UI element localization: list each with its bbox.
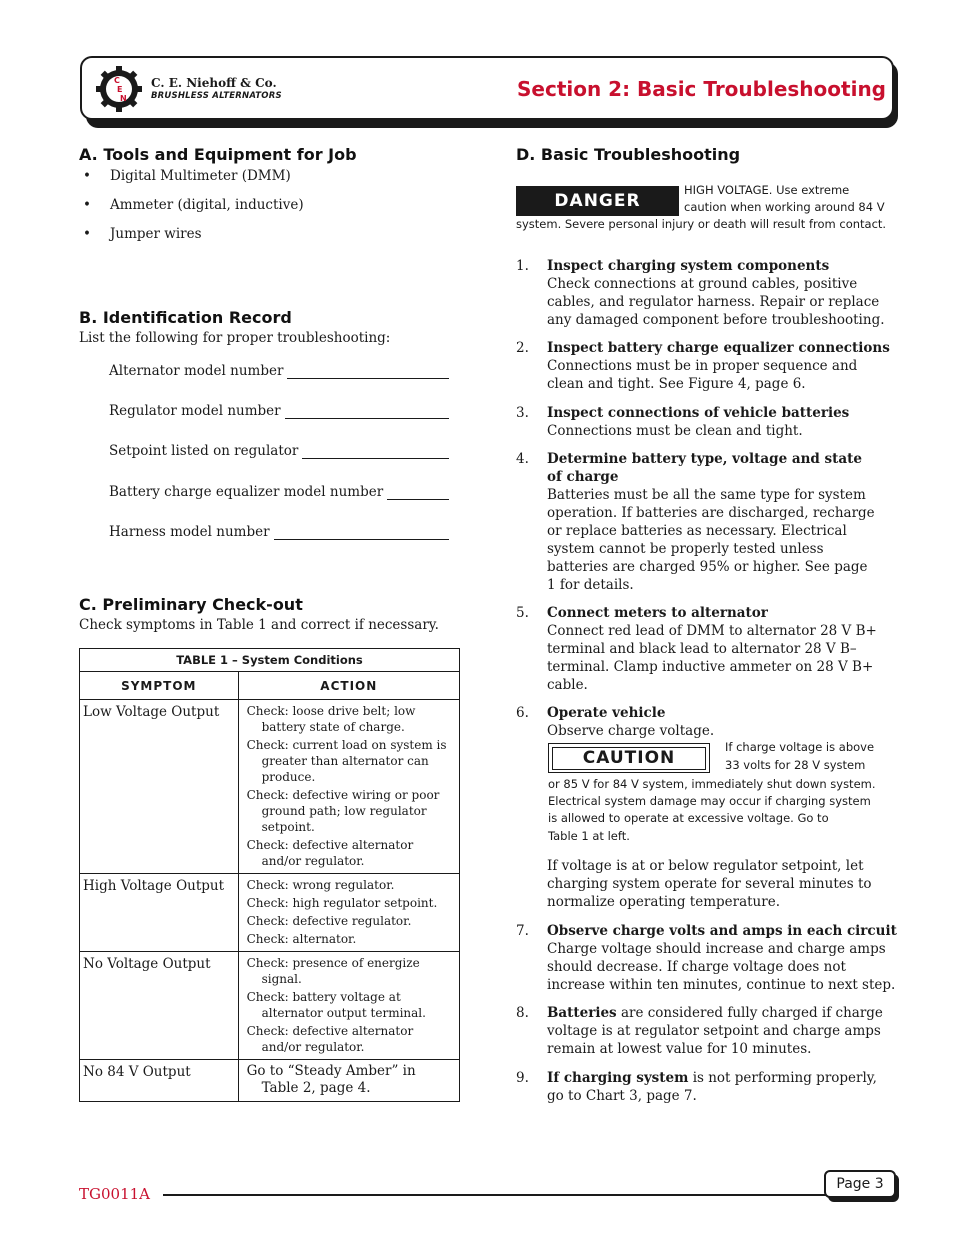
step-number: 4. — [516, 451, 529, 467]
action-item: Check: defective wiring or poor ground path; low regulator setpoint. — [246, 788, 440, 834]
symptom-cell: High Voltage Output — [80, 874, 239, 952]
step-number: 8. — [516, 1005, 529, 1021]
logo-letter-e: E — [117, 85, 123, 94]
caution-text-line-1: If charge voltage is above — [725, 740, 875, 754]
record-field-label: Harness model number — [109, 524, 270, 540]
symptom-cell: No 84 V Output — [80, 1060, 239, 1102]
step-6-followup: If voltage is at or below regulator setpoint, let charging system operate for several minutes to normalize operating temperature. — [547, 858, 872, 910]
section-title: Section 2: Basic Troubleshooting — [517, 77, 886, 101]
section-a-heading: A. Tools and Equipment for Job — [79, 145, 357, 164]
step-text: is not performing properly, go to Chart 3, page 7. — [547, 1070, 877, 1104]
step-number: 5. — [516, 605, 529, 621]
section-b-heading: B. Identification Record — [79, 308, 292, 327]
record-field[interactable] — [109, 484, 449, 500]
action-item: Check: defective alternator and/or regulator. — [246, 1024, 414, 1054]
caution-label: CAUTION — [552, 747, 706, 770]
column-header-action: ACTION — [238, 672, 459, 700]
action-item: Check: high regulator setpoint. — [246, 896, 438, 910]
step-item — [516, 604, 896, 694]
table-row — [80, 952, 460, 1060]
step-title: Inspect charging system components — [547, 258, 830, 274]
table-row — [80, 700, 460, 874]
step-number: 3. — [516, 405, 529, 421]
step-number: 7. — [516, 923, 529, 939]
action-cell — [238, 952, 459, 1060]
danger-text-line-3: system. Severe personal injury or death will result from contact. — [516, 217, 887, 231]
table-caption: TABLE 1 – System Conditions — [80, 649, 460, 672]
danger-label: DANGER — [516, 186, 679, 216]
action-item: Go to “Steady Amber” in Table 2, page 4. — [246, 1063, 416, 1096]
step-item — [516, 339, 896, 393]
action-item: Check: defective alternator and/or regulator. — [246, 838, 414, 868]
action-item: Check: battery voltage at alternator output terminal. — [246, 990, 426, 1020]
step-text: Check connections at ground cables, positive cables, and regulator harness. Repair or replace any damaged component before troubleshooting. — [547, 276, 885, 328]
step-item — [516, 1004, 896, 1058]
tools-list — [80, 168, 304, 255]
step-title: Determine battery type, voltage and state of charge — [547, 451, 862, 485]
caution-text-line-5: is allowed to operate at excessive voltage. Go to — [548, 811, 829, 825]
step-title: Batteries — [547, 1005, 617, 1021]
step-number: 2. — [516, 340, 529, 356]
table-row — [80, 1060, 460, 1102]
company-tagline: BRUSHLESS ALTERNATORS — [151, 91, 282, 101]
company-name: C. E. Niehoff & Co. — [151, 76, 277, 90]
caution-text-line-2: 33 volts for 28 V system — [725, 758, 866, 772]
record-field[interactable] — [109, 363, 449, 379]
step-item — [516, 404, 896, 440]
blank-line — [302, 444, 449, 459]
step-text: Observe charge voltage. — [547, 723, 715, 739]
caution-text-line-3: or 85 V for 84 V system, immediately shut down system. — [548, 777, 876, 791]
action-item: Check: current load on system is greater than alternator can produce. — [246, 738, 447, 784]
column-header-symptom: SYMPTOM — [80, 672, 239, 700]
record-field[interactable] — [109, 524, 449, 540]
blank-line — [285, 404, 449, 419]
action-item: Check: alternator. — [246, 932, 357, 946]
step-title: Observe charge volts and amps in each circuit — [547, 923, 897, 939]
section-d-heading: D. Basic Troubleshooting — [516, 145, 741, 164]
section-c-intro: Check symptoms in Table 1 and correct if necessary. — [79, 617, 439, 633]
action-item: Check: presence of energize signal. — [246, 956, 420, 986]
step-text: are considered fully charged if charge voltage is at regulator setpoint and charge amps remain at lowest value for 10 minutes. — [547, 1005, 883, 1057]
table-row — [80, 874, 460, 952]
step-number: 6. — [516, 705, 529, 721]
step-item — [516, 1069, 896, 1105]
step-title: Connect meters to alternator — [547, 605, 768, 621]
step-text: Batteries must be all the same type for system operation. If batteries are discharged, recharge or replace batteries as necessary. Electrical system cannot be properly tested unless batteries are charged 95% or higher. See page 1 for details. — [547, 487, 875, 593]
record-field[interactable] — [109, 403, 449, 419]
action-item: Check: loose drive belt; low battery state of charge. — [246, 704, 416, 734]
record-field-label: Battery charge equalizer model number — [109, 484, 384, 500]
blank-line — [274, 525, 449, 540]
logo-letter-c: C — [114, 76, 120, 85]
blank-line — [287, 364, 449, 379]
step-text: Connect red lead of DMM to alternator 28 V B+ terminal and black lead to alternator 28 V B– terminal. Clamp inductive ammeter on 28 V B+ cable. — [547, 623, 877, 693]
page-number-badge: Page 3 — [824, 1170, 896, 1198]
action-item: Check: defective regulator. — [246, 914, 412, 928]
step-number: 9. — [516, 1070, 529, 1086]
company-logo — [96, 66, 142, 112]
system-conditions-table — [79, 648, 460, 1102]
list-item: • Digital Multimeter (DMM) — [80, 168, 304, 197]
blank-line — [387, 485, 449, 500]
danger-text-line-2: caution when working around 84 V — [684, 200, 885, 214]
step-item — [516, 922, 896, 994]
action-item: Check: wrong regulator. — [246, 878, 395, 892]
danger-text-line-1: HIGH VOLTAGE. Use extreme — [684, 183, 850, 197]
step-text: Charge voltage should increase and charge amps should decrease. If charge voltage does not increase within ten minutes, continue to next step. — [547, 941, 896, 993]
step-title: Inspect battery charge equalizer connections — [547, 340, 890, 356]
step-item — [516, 257, 896, 329]
logo-letter-n: N — [120, 94, 127, 103]
step-title: Operate vehicle — [547, 705, 666, 721]
section-b-intro: List the following for proper troubleshooting: — [79, 330, 391, 346]
step-text: Connections must be clean and tight. — [547, 423, 803, 439]
action-cell — [238, 1060, 459, 1102]
caution-text-line-4: Electrical system damage may occur if charging system — [548, 794, 871, 808]
record-field-label: Regulator model number — [109, 403, 281, 419]
symptom-cell: Low Voltage Output — [80, 700, 239, 874]
step-text: Connections must be in proper sequence and clean and tight. See Figure 4, page 6. — [547, 358, 858, 392]
list-item: • Ammeter (digital, inductive) — [80, 197, 304, 226]
action-cell — [238, 700, 459, 874]
caution-text-line-6: Table 1 at left. — [548, 829, 630, 843]
step-item — [516, 704, 896, 740]
step-number: 1. — [516, 258, 529, 274]
symptom-cell: No Voltage Output — [80, 952, 239, 1060]
step-title: Inspect connections of vehicle batteries — [547, 405, 850, 421]
list-item: • Jumper wires — [80, 226, 304, 255]
step-item — [516, 450, 896, 594]
record-field[interactable] — [109, 443, 449, 459]
record-field-label: Setpoint listed on regulator — [109, 443, 299, 459]
caution-frame — [548, 743, 710, 773]
footer-divider — [163, 1194, 828, 1196]
action-cell — [238, 874, 459, 952]
record-field-label: Alternator model number — [109, 363, 284, 379]
section-c-heading: C. Preliminary Check-out — [79, 595, 303, 614]
document-id: TG0011A — [79, 1185, 150, 1203]
step-title: If charging system — [547, 1070, 689, 1086]
